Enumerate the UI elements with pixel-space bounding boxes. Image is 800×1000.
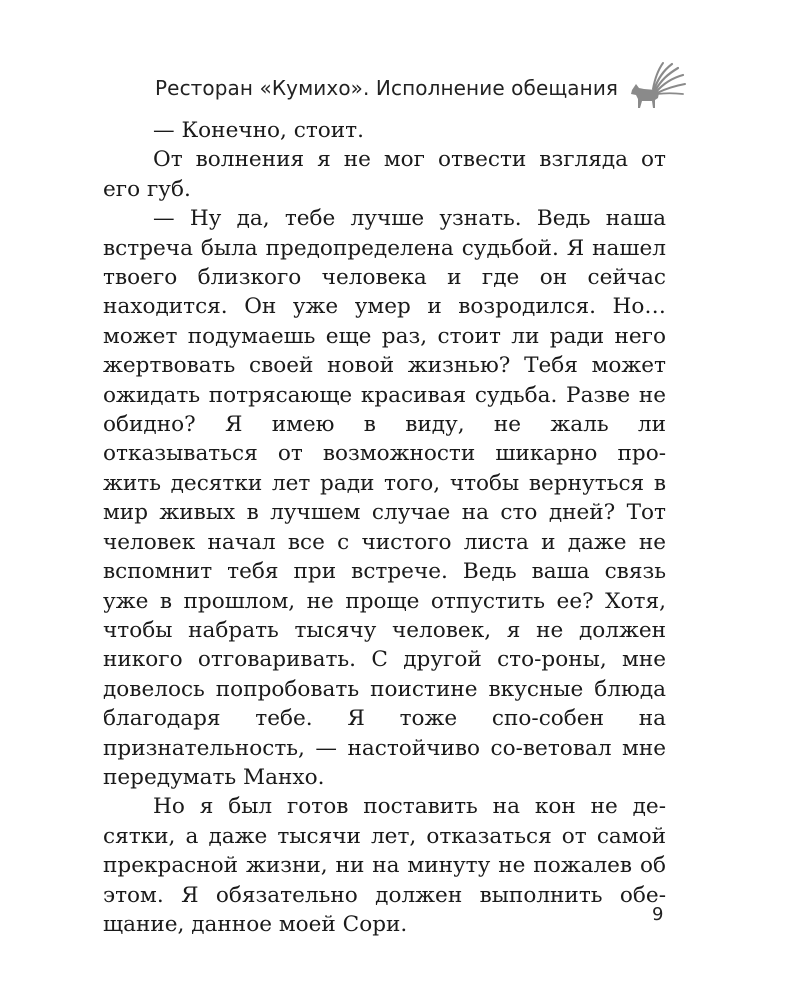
paragraph: Но я был готов поставить на кон не де-сятки, а даже тысячи лет, отказаться от самой прекрасной жизни, ни на минуту не пожалев об этом. Я обязательно должен выполнить обе-щание, данное моей Сори. [103, 794, 666, 937]
paragraph: От волнения я не мог отвести взгляда от его губ. [103, 147, 666, 202]
page-number: 9 [652, 904, 664, 925]
chapter-body-text [103, 116, 666, 939]
paragraph: — Ну да, тебе лучше узнать. Ведь наша встреча была предопределена судьбой. Я нашел твоего близкого человека и где он сейчас находится. Он уже умер и возродился. Но… может подумаешь еще раз, стоит ли ради него жертвовать своей новой жизнью? Тебя может ожидать потрясающе красивая судьба. Разве не обидно? Я имею в виду, не жаль ли отказываться от возможности шикарно про-жить десятки лет ради того, чтобы вернуться в мир живых в лучшем случае на сто дней? Тот человек начал все с чистого листа и даже не вспомнит тебя при встрече. Ведь ваша связь уже в прошлом, не проще отпустить ее? Хотя, чтобы набрать тысячу человек, я не должен никого отговаривать. С другой сто-роны, мне довелось попробовать поистине вкусные блюда благодаря тебе. Я тоже спо-собен на признательность, — настойчиво со-ветовал мне передумать Манхо. [103, 206, 666, 790]
paragraph: — Конечно, стоит. [153, 118, 364, 143]
running-head-title: Ресторан «Кумихо». Исполнение обещания [155, 76, 619, 100]
fox-icon [628, 60, 688, 112]
